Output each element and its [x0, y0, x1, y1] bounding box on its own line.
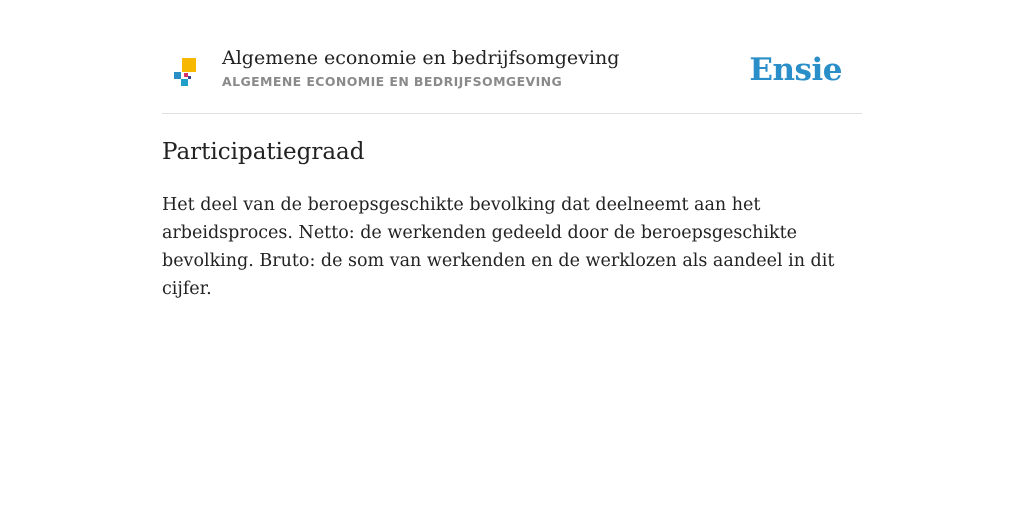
squares-logo-icon[interactable] [174, 58, 198, 88]
category-title[interactable]: Algemene economie en bedrijfsomgeving [222, 47, 620, 69]
header-titles [222, 46, 619, 89]
brand-logo[interactable]: Ensie [749, 52, 842, 88]
header [162, 38, 862, 114]
logo-square-navy [188, 76, 191, 79]
logo-square-yellow [182, 58, 196, 72]
entry-term: Participatiegraad [162, 139, 365, 165]
logo-square-cyan [181, 79, 188, 86]
logo-square-blue [174, 72, 181, 79]
entry-definition: Het deel van de beroepsgeschikte bevolking dat deelneemt aan het arbeidsproces. Netto: de werkenden gedeeld door de beroepsgeschikte bevolking. Bruto: de som van werkenden en de werklozen als aandeel in dit cijfer. [162, 195, 835, 299]
category-subtitle: ALGEMENE ECONOMIE EN BEDRIJFSOMGEVING [222, 74, 563, 89]
entry-content [162, 136, 872, 303]
